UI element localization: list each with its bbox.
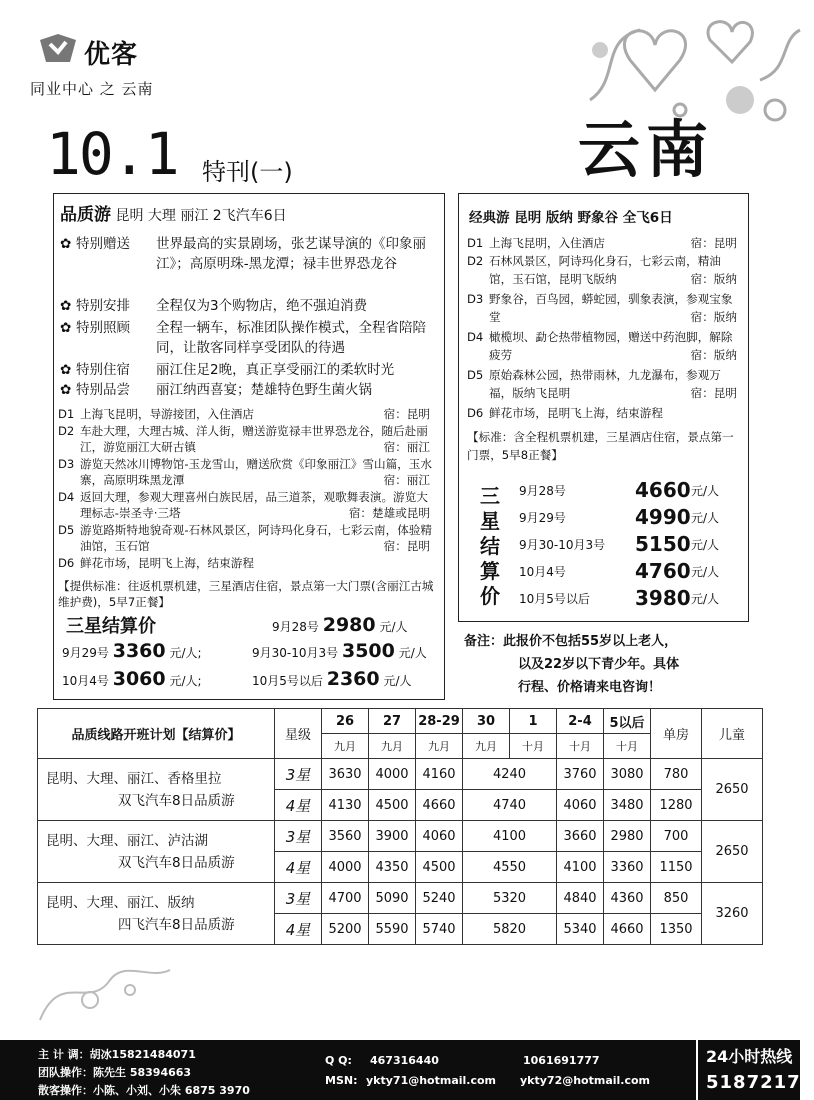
table-month: 十月 xyxy=(557,734,604,759)
price-cell: 5740 xyxy=(416,914,463,945)
brand-name: 优客 xyxy=(84,40,139,70)
table-day-30: 30 xyxy=(463,709,510,734)
special-gift: ✿ 特别赠送 世界最高的实景剧场，张艺谋导演的《印象丽江》；高原明珠-黑龙潭；禄丰世界恐龙谷 xyxy=(60,236,426,272)
special-stay: ✿ 特别住宿 丽江住足2晚，真正享受丽江的柔软时光 xyxy=(60,362,395,378)
right-day-4: D4 橄榄坝、勐仑热带植物园，赠送中药泡脚，解除疲劳 宿：版纳 xyxy=(467,330,737,362)
price-cell: 5340 xyxy=(557,914,604,945)
star-level: 3星 xyxy=(275,759,322,790)
brand-subtitle: 同业中心 之 云南 xyxy=(30,80,154,98)
price-cell: 4840 xyxy=(557,883,604,914)
qq-number-1[interactable]: 467316440 xyxy=(370,1054,439,1067)
single-room-cell: 780 xyxy=(651,759,702,790)
table-day-1: 1 xyxy=(510,709,557,734)
price-cell: 3900 xyxy=(369,821,416,852)
single-room-cell: 1280 xyxy=(651,790,702,821)
special-arrangement: ✿ 特别安排 全程仅为3个购物店，绝不强迫消费 xyxy=(60,298,368,314)
table-month: 十月 xyxy=(510,734,557,759)
table-day-27: 27 xyxy=(369,709,416,734)
price-note: 备注：此报价不包括55岁以上老人， 以及22岁以下青少年。具体 行程、价格请来电咨询！ xyxy=(464,634,680,695)
price-cell: 3760 xyxy=(557,759,604,790)
flower-icon: ✿ xyxy=(60,298,72,314)
table-day-28-29: 28-29 xyxy=(416,709,463,734)
individual-operator: 散客操作：小陈、小刘、小朱 6875 3970 xyxy=(38,1084,250,1097)
left-price-0930: 9月30-10月3号 3500 元/人 xyxy=(252,640,427,662)
table-month: 九月 xyxy=(463,734,510,759)
table-title: 品质线路开班计划【结算价】 xyxy=(38,709,275,759)
right-day-2: D2 石林风景区，阿诗玛化身石，七彩云南，精油馆，玉石馆，昆明飞版纳 宿：版纳 xyxy=(467,254,737,286)
flower-icon: ✿ xyxy=(60,236,72,252)
price-cell: 3480 xyxy=(604,790,651,821)
table-day-2-4: 2-4 xyxy=(557,709,604,734)
left-day-2: D2 车赴大理，大理古城、洋人街，赠送游览禄丰世界恐龙谷，随后赴丽江，游览丽江大研古镇 宿：丽江 xyxy=(58,424,430,454)
child-price-cell: 2650 xyxy=(702,759,763,821)
price-cell: 4740 xyxy=(463,790,557,821)
price-cell: 2980 xyxy=(604,821,651,852)
flower-icon: ✿ xyxy=(60,320,72,336)
brand-logo xyxy=(30,32,186,102)
child-price-cell: 2650 xyxy=(702,821,763,883)
left-day-6: D6 鲜花市场，昆明飞上海，结束游程 xyxy=(58,556,254,570)
qq-number-2[interactable]: 1061691777 xyxy=(523,1054,600,1067)
table-month: 九月 xyxy=(416,734,463,759)
star-level: 4星 xyxy=(275,852,322,883)
price-cell: 4100 xyxy=(557,852,604,883)
table-month: 九月 xyxy=(369,734,416,759)
msn-address-2[interactable]: ykty72@hotmail.com xyxy=(520,1074,651,1087)
special-taste: ✿ 特别品尝 丽江纳西喜宴；楚雄特色野生菌火锅 xyxy=(60,382,372,398)
single-room-cell: 1150 xyxy=(651,852,702,883)
route-cell: 昆明、大理、丽江、香格里拉 双飞汽车8日品质游 xyxy=(38,759,275,821)
price-cell: 4100 xyxy=(463,821,557,852)
price-cell: 4500 xyxy=(369,790,416,821)
brand-logo-icon xyxy=(36,32,80,66)
left-standard: 【提供标准：往返机票机建，三星酒店住宿，景点第一大门票(含丽江古城维护费)，5早7正餐】 xyxy=(58,579,434,609)
price-cell: 5590 xyxy=(369,914,416,945)
left-day-4: D4 返回大理，参观大理喜州白族民居，品三道茶，观歌舞表演。游览大理标志-崇圣寺·三塔 宿：楚雄或昆明 xyxy=(58,490,430,520)
msn-label: MSN: xyxy=(325,1074,358,1087)
price-cell: 4000 xyxy=(322,852,369,883)
table-month: 九月 xyxy=(322,734,369,759)
issue-number: 10.1 xyxy=(46,120,178,188)
left-price-1004: 10月4号 3060 元/人; xyxy=(62,668,202,690)
flower-icon: ✿ xyxy=(60,362,72,378)
price-cell: 5320 xyxy=(463,883,557,914)
table-child-header: 儿童 xyxy=(702,709,763,759)
left-day-5: D5 游览路斯特地貌奇观-石林风景区，阿诗玛化身石，七彩云南，体验精油馆，玉石馆 宿：昆明 xyxy=(58,523,432,553)
table-row xyxy=(38,759,763,790)
right-standard: 【标准：含全程机票机建，三星酒店住宿，景点第一门票，5早8正餐】 xyxy=(467,430,734,462)
left-day-1: D1 上海飞昆明，导游接团，入住酒店 宿：昆明 xyxy=(58,407,430,421)
issue-subtitle: 特刊(一) xyxy=(202,158,293,186)
table-day-26: 26 xyxy=(322,709,369,734)
table-day-5-after: 5以后 xyxy=(604,709,651,734)
single-room-cell: 1350 xyxy=(651,914,702,945)
floral-decoration-icon xyxy=(30,950,180,1030)
star-level: 4星 xyxy=(275,790,322,821)
price-cell: 4000 xyxy=(369,759,416,790)
price-cell: 4160 xyxy=(416,759,463,790)
chief-planner: 主 计 调：胡冰15821484071 xyxy=(38,1048,196,1061)
price-cell: 4500 xyxy=(416,852,463,883)
price-cell: 3360 xyxy=(604,852,651,883)
left-price-1005: 10月5号以后 2360 元/人 xyxy=(252,668,412,690)
qq-label: Q Q: xyxy=(325,1054,352,1067)
single-room-cell: 700 xyxy=(651,821,702,852)
hotline-box xyxy=(696,1040,814,1100)
quality-tour-title: 品质游 昆明 大理 丽江 2飞汽车6日 xyxy=(60,205,287,225)
flower-icon: ✿ xyxy=(60,382,72,398)
left-star-price-label: 三星结算价 xyxy=(66,616,156,637)
price-cell: 4060 xyxy=(416,821,463,852)
price-cell: 4130 xyxy=(322,790,369,821)
price-cell: 5820 xyxy=(463,914,557,945)
price-cell: 3560 xyxy=(322,821,369,852)
team-operator: 团队操作：陈先生 58394663 xyxy=(38,1066,192,1079)
single-room-cell: 850 xyxy=(651,883,702,914)
price-cell: 3630 xyxy=(322,759,369,790)
right-day-1: D1 上海飞昆明，入住酒店 宿：昆明 xyxy=(467,236,737,250)
right-star-price-label: 三 星 结 算 价 xyxy=(480,484,500,608)
table-month: 十月 xyxy=(604,734,651,759)
right-day-6: D6 鲜花市场，昆明飞上海，结束游程 xyxy=(467,406,663,420)
star-level: 3星 xyxy=(275,883,322,914)
price-cell: 3080 xyxy=(604,759,651,790)
route-cell: 昆明、大理、丽江、泸沽湖 双飞汽车8日品质游 xyxy=(38,821,275,883)
price-cell: 4060 xyxy=(557,790,604,821)
classic-tour-title: 经典游 昆明 版纳 野象谷 全飞6日 xyxy=(469,210,673,226)
schedule-price-table xyxy=(37,708,763,945)
msn-address-1[interactable]: ykty71@hotmail.com xyxy=(366,1074,497,1087)
special-care: ✿ 特别照顾 全程一辆车，标准团队操作模式，全程省陪陪同，让散客同样享受团队的待遇 xyxy=(60,320,426,356)
left-price-0929: 9月29号 3360 元/人; xyxy=(62,640,202,662)
price-cell: 4700 xyxy=(322,883,369,914)
right-day-5: D5 原始森林公园，热带雨林，九龙瀑布，参观万福，版纳飞昆明 宿：昆明 xyxy=(467,368,737,400)
price-cell: 4550 xyxy=(463,852,557,883)
price-cell: 5240 xyxy=(416,883,463,914)
left-price-0928: 9月28号 2980 元/人 xyxy=(272,614,408,636)
route-cell: 昆明、大理、丽江、版纳 四飞汽车8日品质游 xyxy=(38,883,275,945)
table-star-header: 星级 xyxy=(275,709,322,759)
price-cell: 4350 xyxy=(369,852,416,883)
table-row xyxy=(38,821,763,852)
quality-tour-panel xyxy=(53,193,445,700)
contact-footer xyxy=(0,1040,814,1100)
price-cell: 4660 xyxy=(604,914,651,945)
left-day-3: D3 游览天然冰川博物馆-玉龙雪山，赠送欣赏《印象丽江》雪山篇，玉水寨，高原明珠黑龙潭 宿：丽江 xyxy=(58,457,432,487)
price-cell: 4240 xyxy=(463,759,557,790)
child-price-cell: 3260 xyxy=(702,883,763,945)
hotline-label: 24小时热线 xyxy=(706,1047,793,1066)
table-row xyxy=(38,883,763,914)
star-level: 4星 xyxy=(275,914,322,945)
hotline-number[interactable]: 51872171 xyxy=(706,1072,814,1093)
table-single-header: 单房 xyxy=(651,709,702,759)
price-cell: 5200 xyxy=(322,914,369,945)
price-cell: 4660 xyxy=(416,790,463,821)
region-title: 云南 xyxy=(578,113,715,186)
right-day-3: D3 野象谷，百鸟园，蟒蛇园，驯象表演，参观宝象堂 宿：版纳 xyxy=(467,292,737,324)
price-cell: 5090 xyxy=(369,883,416,914)
star-level: 3星 xyxy=(275,821,322,852)
price-cell: 4360 xyxy=(604,883,651,914)
classic-tour-panel: 经典游 昆明 版纳 野象谷 全飞6日 D1 上海飞昆明，入住酒店 宿：昆明 D2 石林风景区，阿诗玛化身石，七彩云南，精油馆，玉石馆，昆明飞版纳 宿：版纳 D3 野象谷，百鸟园，蟒蛇园，驯象表演，参观宝象堂 宿：版纳 D4 橄榄坝、勐仑热带植物园，赠送中药泡脚，解除疲劳 宿：版纳 D5 原始森林公园，热带雨林，九龙瀑布，参观万福，版纳飞昆明 宿：昆明 D6 鲜花市场，昆明飞上海，结束游程 【标准：含全程机票机建，三星酒店住宿，景点第一门票，5早8正餐】 三 星 结 算 价 9月28号 4660 元/人 9月29号 4990 元/人 9月30-10月3号 5150 元/人 10月4号 4760 元/人 10月5号以后 3980 元/人 xyxy=(458,193,749,622)
price-cell: 3660 xyxy=(557,821,604,852)
